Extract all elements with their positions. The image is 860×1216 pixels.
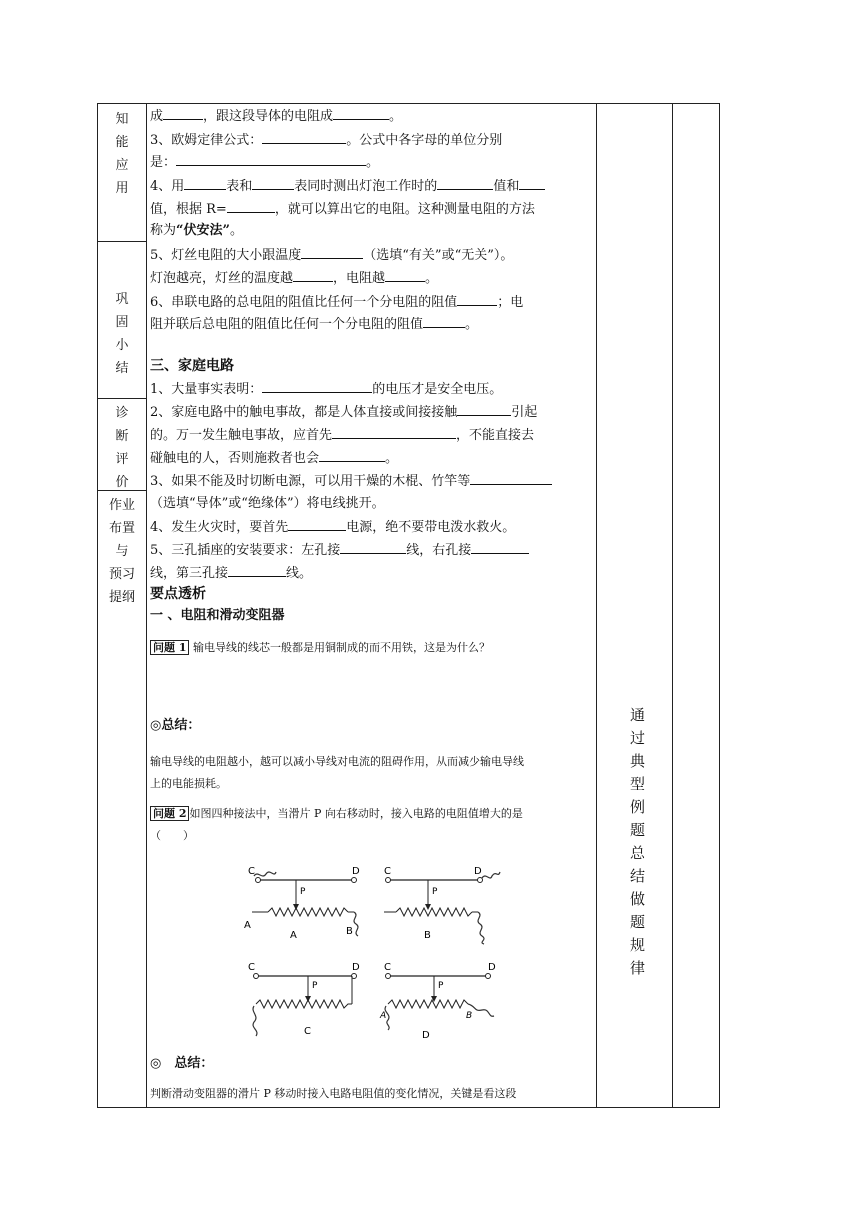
rheostat-diagram-a <box>244 866 360 941</box>
slider-label: P <box>432 887 438 897</box>
text-line: 是： 。 <box>150 152 379 173</box>
rheostat-diagram-b <box>384 866 500 944</box>
figure-caption: B <box>424 930 431 941</box>
terminal-label: B <box>466 1011 473 1021</box>
text-line: （选填“导体”或“绝缘体”）将电线挑开。 <box>150 496 385 511</box>
terminal-label: D <box>474 866 482 877</box>
terminal-label: D <box>488 962 496 973</box>
section-heading: 三、家庭电路 <box>150 358 234 374</box>
text-line: 灯泡越亮，灯丝的温度越 ，电阻越 。 <box>150 268 438 289</box>
summary-label: ◎总结： <box>150 718 201 733</box>
subsection-heading: 一 、电阻和滑动变阻器 <box>150 608 285 623</box>
text-line: 2、家庭电路中的触电事故，都是人体直接或间接接触 引起 <box>150 402 537 423</box>
text-line: 4、发生火灾时，要首先 电源，绝不要带电泼水救火。 <box>150 517 515 538</box>
text-line: 5、灯丝电阻的大小跟温度 （选填“有关”或“无关”）。 <box>150 245 513 266</box>
text-line: 成 ，跟这段导体的电阻成 。 <box>150 106 402 127</box>
row-divider <box>98 241 146 242</box>
question-tag: 问题 1 <box>150 640 189 655</box>
question-2: 问题 2 如图四种接法中，当滑片 P 向右移动时，接入电路的电阻值增大的是 <box>150 804 523 824</box>
sidebar-cell-knowledge: 知 能 应 用 <box>115 112 129 196</box>
answer-line: 判断滑动变阻器的滑片 P 移动时接入电路电阻值的变化情况，关键是看这段 <box>150 1087 517 1100</box>
figure-caption: A <box>290 930 297 941</box>
summary-label: ◎ 总结： <box>150 1056 214 1071</box>
question-2-bracket: （ ） <box>150 829 194 842</box>
rheostat-diagram-d <box>379 962 496 1041</box>
text-line: 3、如果不能及时切断电源，可以用干燥的木棍、竹竿等 <box>150 471 552 492</box>
figure-caption: D <box>422 1030 430 1041</box>
sidebar-cell-diagnose: 诊 断 评 价 <box>115 406 129 490</box>
terminal-label: C <box>384 866 391 877</box>
row-divider <box>98 398 146 399</box>
text-line: 3、欧姆定律公式： 。公式中各字母的单位分别 <box>150 130 502 151</box>
answer-line: 上的电能损耗。 <box>150 777 227 790</box>
key-points-heading: 要点透析 <box>150 586 206 602</box>
method-summary-column: 通 过 典 型 例 题 总 结 做 题 规 律 <box>629 706 645 977</box>
text-line: 6、串联电路的总电阻的阻值比任何一个分电阻的阻值 ；电 <box>150 292 523 313</box>
text-line: 4、用 表和 表同时测出灯泡工作时的 值和 <box>150 176 545 197</box>
text-line: 碰触电的人，否则施救者也会 。 <box>150 448 398 469</box>
terminal-label: C <box>248 866 255 877</box>
text-line: 线，第三孔接 线。 <box>150 563 312 584</box>
text-line: 值，根据 R= ，就可以算出它的电阻。这种测量电阻的方法 <box>150 199 535 220</box>
text-line: 1、大量事实表明： 的电压才是安全电压。 <box>150 379 502 400</box>
sidebar-cell-consolidate: 巩 固 小 结 <box>115 292 129 376</box>
terminal-label: C <box>248 962 255 973</box>
terminal-label: A <box>244 920 251 931</box>
lesson-table <box>97 103 720 1108</box>
text-line: 的。万一发生触电事故，应首先 ，不能直接去 <box>150 425 534 446</box>
rheostat-figure <box>244 862 510 1041</box>
terminal-label: B <box>346 926 353 937</box>
slider-label: P <box>300 887 306 897</box>
question-1: 问题 1 输电导线的线芯一般都是用铜制成的而不用铁，这是为什么？ <box>150 638 490 658</box>
rheostat-diagram-c <box>248 962 360 1037</box>
slider-label: P <box>312 981 318 991</box>
column-divider <box>596 104 597 1107</box>
column-divider <box>146 104 147 1107</box>
terminal-label: A <box>380 1011 387 1021</box>
figure-caption: C <box>304 1026 311 1037</box>
terminal-label: C <box>384 962 391 973</box>
answer-line: 输电导线的电阻越小，越可以减小导线对电流的阻碍作用，从而减少输电导线 <box>150 755 524 768</box>
terminal-label: D <box>352 962 360 973</box>
terminal-label: D <box>352 866 360 877</box>
text-line: 5、三孔插座的安装要求：左孔接 线，右孔接 <box>150 540 529 561</box>
text-line: 阻并联后总电阻的阻值比任何一个分电阻的阻值 。 <box>150 314 478 335</box>
slider-label: P <box>438 981 444 991</box>
question-tag: 问题 2 <box>150 806 189 821</box>
sidebar-cell-homework: 作业 布置 与 预习 提纲 <box>108 498 135 605</box>
text-line: 称为“伏安法”。 <box>150 223 243 238</box>
